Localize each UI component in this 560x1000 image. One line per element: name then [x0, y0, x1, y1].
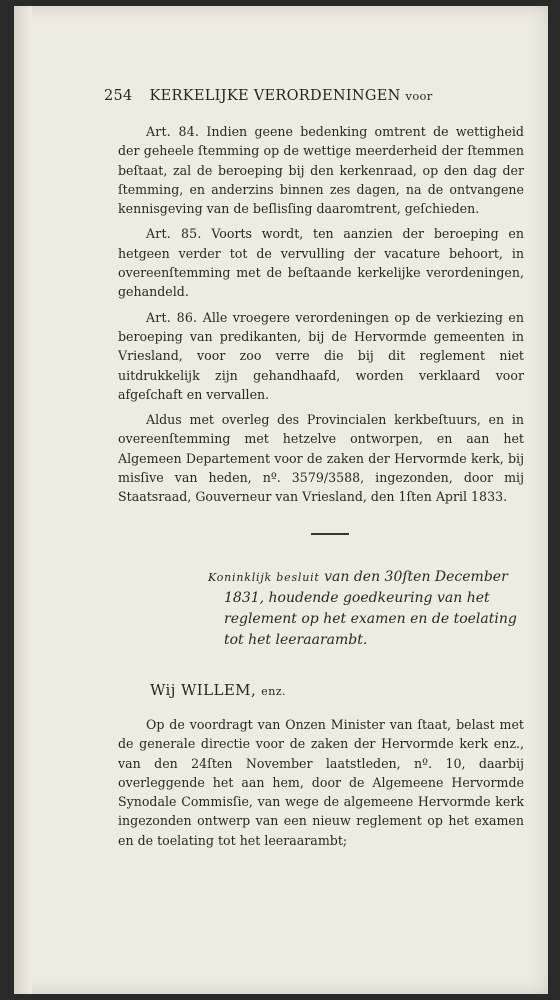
salutation-name: Wij WILLEM, — [150, 680, 257, 699]
book-page — [14, 6, 548, 994]
body-text — [118, 122, 524, 856]
section-divider — [311, 533, 349, 535]
article-84 — [118, 122, 524, 218]
article-86 — [118, 308, 524, 404]
running-title-suffix: voor — [405, 89, 433, 103]
article-label: Art. 86. — [146, 309, 198, 325]
article-text: Indien geene bedenking omtrent de wettigheid der geheele ſtemming op de wettige meerderheid der ſtemmen beſtaat, zal de beroeping bij den kerkenraad, op den dag der ſtemming, en anderzins binnen zes dagen, na de ontvangene kennisgeving van de beſlisſing daaromtrent, geſchieden. — [118, 124, 524, 217]
page-spine-shadow — [14, 6, 32, 994]
decree-lead: Koninklijk besluit — [208, 570, 320, 584]
final-paragraph: Op de voordragt van Onzen Minister van ſtaat, belast met de generale directie voor de zaken der Hervormde kerk enz., van den 24ſten November laatstleden, nº. 10, daarbij overleggende het aan hem, door de Algemeene Hervormde Synodale Commisſie, van wege de algemeene Hervormde kerk ingezonden ontwerp van een nieuw reglement op het examen en de toelating tot het leeraarambt; — [118, 716, 524, 848]
salutation-suffix: enz. — [261, 684, 286, 698]
closing-paragraph: Aldus met overleg des Provincialen kerkbeſtuurs, en in overeenſtemming met hetzelve ontworpen, en aan het Algemeen Departement voor de zaken der Hervormde kerk, bij misſive van heden, nº. 3579/3588, ingezonden, door mij Staatsraad, Gouverneur van Vriesland, den 1ſten April 1833. — [118, 412, 524, 505]
article-85 — [118, 224, 524, 301]
decree-rest: van den 30ſten December 1831, houdende goedkeuring van het reglement op het examen en de toelating tot het leeraarambt. — [224, 568, 517, 648]
salutation — [150, 681, 524, 701]
page-number: 254 — [104, 88, 133, 104]
article-label: Art. 85. — [146, 226, 202, 242]
article-label: Art. 84. — [146, 124, 200, 139]
article-text: Alle vroegere verordeningen op de verkiezing en beroeping van predikanten, bij de Hervormde gemeenten in Vriesland, voor zoo verre die bij dit reglement niet uitdrukkelijk zijn gehandhaafd, worden verklaard voor afgeſchaft en vervallen. — [118, 309, 524, 402]
royal-decree-heading — [208, 567, 524, 651]
article-text: Voorts wordt, ten aanzien der beroeping en hetgeen verder tot de vervulling der vacature behoort, in overeenſtemming met de beſtaande kerkelijke verordeningen, gehandeld. — [118, 226, 524, 300]
running-header — [104, 88, 524, 104]
running-title: KERKELIJKE VERORDENINGEN — [149, 88, 401, 104]
